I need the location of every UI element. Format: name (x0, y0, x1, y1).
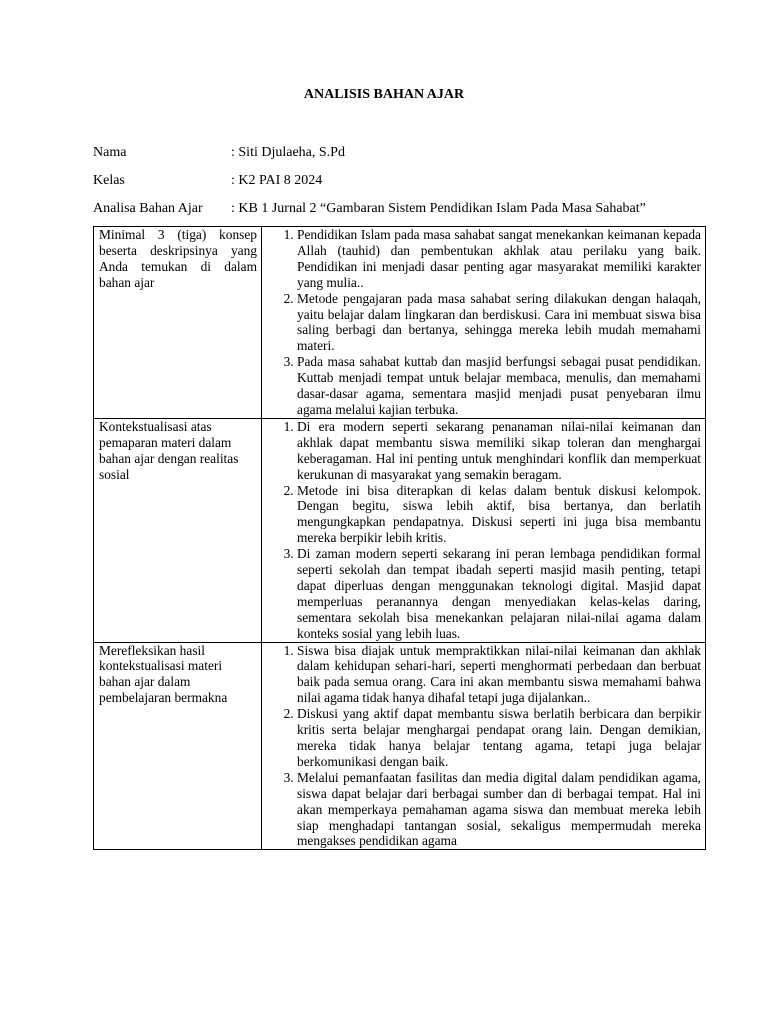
row-heading: Kontekstualisasi atas pemaparan materi dalam bahan ajar dengan realitas sosial (94, 418, 262, 642)
row-content (262, 642, 706, 850)
list-item: 2. Metode ini bisa diterapkan di kelas dalam bentuk diskusi kelompok. Dengan begitu, siswa lebih aktif, bisa bertanya, dan berlatih mengungkapkan pendapatnya. Diskusi seperti ini juga bisa membantu mereka berpikir lebih kritis. (297, 483, 701, 547)
info-label: Kelas (93, 173, 125, 188)
info-label: Analisa Bahan Ajar (93, 201, 203, 216)
info-value: : K2 PAI 8 2024 (231, 173, 323, 188)
list-item: 1. Pendidikan Islam pada masa sahabat sangat menekankan keimanan kepada Allah (tauhid) dan pembentukan akhlak atau perilaku yang baik. Pendidikan ini menjadi dasar penting agar masyarakat memiliki karakter yang mulia.. (297, 227, 701, 291)
list-item: 3. Melalui pemanfaatan fasilitas dan media digital dalam pendidikan agama, siswa dapat belajar dari berbagai sumber dan di berbagai tempat. Hal ini akan memperkaya pemahaman agama siswa dan membuat mereka lebih siap menghadapi tantangan sosial, sekaligus mempermudah mereka mengakses pendidikan agama (297, 770, 701, 850)
info-value: : Siti Djulaeha, S.Pd (231, 145, 345, 160)
list-item: 1. Siswa bisa diajak untuk mempraktikkan nilai-nilai keimanan dan akhlak dalam kehidupan sehari-hari, seperti menghormati perbedaan dan berbuat baik pada semua orang. Cara ini akan membantu siswa memahami bahwa nilai agama tidak hanya dihafal tetapi juga dijalankan.. (297, 643, 701, 707)
info-value: : KB 1 Jurnal 2 “Gambaran Sistem Pendidikan Islam Pada Masa Sahabat” (231, 201, 646, 216)
table-row (94, 227, 706, 419)
row-heading: Minimal 3 (tiga) konsep beserta deskripsinya yang Anda temukan di dalam bahan ajar (94, 227, 262, 419)
contextualization-list (267, 419, 701, 642)
reflection-list (267, 643, 701, 850)
row-heading: Merefleksikan hasil kontekstualisasi materi bahan ajar dalam pembelajaran bermakna (94, 642, 262, 850)
table-row (94, 418, 706, 642)
concept-list (267, 227, 701, 418)
list-item: 2. Metode pengajaran pada masa sahabat sering dilakukan dengan halaqah, yaitu belajar dalam lingkaran dan berdiskusi. Cara ini membuat siswa bisa saling berbagi dan bertanya, sehingga mereka lebih mudah memahami materi. (297, 291, 701, 355)
list-item: 2. Diskusi yang aktif dapat membantu siswa berlatih berbicara dan berpikir kritis serta belajar menghargai pendapat orang lain. Dengan demikian, mereka tidak hanya belajar tentang agama, tetapi juga belajar berkomunikasi dengan baik. (297, 706, 701, 770)
document-title: ANALISIS BAHAN AJAR (303, 87, 465, 102)
info-label: Nama (93, 145, 127, 160)
list-item: 3. Pada masa sahabat kuttab dan masjid berfungsi sebagai pusat pendidikan. Kuttab menjadi tempat untuk belajar membaca, menulis, dan memahami dasar-dasar agama, sementara masjid menjadi pusat penyebaran ilmu agama melalui kajian terbuka. (297, 354, 701, 418)
table-row (94, 642, 706, 850)
list-item: 3. Di zaman modern seperti sekarang ini peran lembaga pendidikan formal seperti sekolah dan tempat ibadah seperti masjid masih penting, tetapi dapat diperluas dengan menggunakan teknologi digital. Masjid dapat memperluas peranannya dengan menyediakan kelas-kelas daring, sementara sekolah bisa menekankan pelajaran nilai-nilai agama dalam konteks sosial yang lebih luas. (297, 546, 701, 641)
list-item: 1. Di era modern seperti sekarang penanaman nilai-nilai keimanan dan akhlak dapat membantu siswa memiliki sikap toleran dan menghargai keberagaman. Hal ini penting untuk menghindari konflik dan memperkuat kerukunan di masyarakat yang semakin beragam. (297, 419, 701, 483)
row-content (262, 418, 706, 642)
analysis-table (93, 226, 706, 850)
row-content (262, 227, 706, 419)
